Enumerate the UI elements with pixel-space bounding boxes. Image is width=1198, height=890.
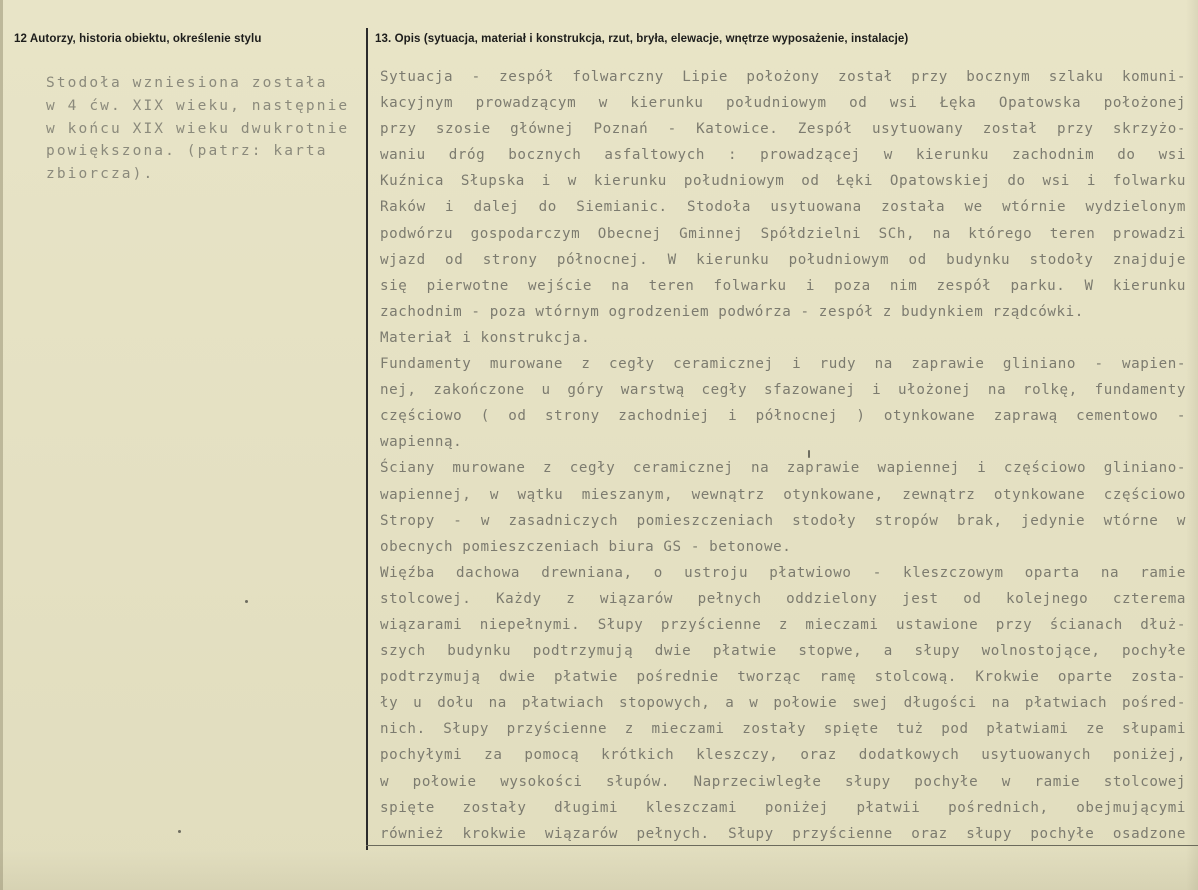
paper-speck [178,830,181,833]
description-text-line: nich. Słupy przyścienne z mieczami zostały spięte tuż pod płatwiami ze słupami [380,721,1186,738]
description-text-line: obecnych pomieszczeniach biura GS - betonowe. [380,538,792,555]
description-text-line: Materiał i konstrukcja. [380,329,591,346]
description-text-line: nej, zakończone u góry warstwą cegły sfazowanej i ułożonej na rolkę, fundamenty [380,382,1186,399]
description-text-line: waniu dróg bocznych asfaltowych : prowadzącej w kierunku zachodnim do wsi [380,147,1186,164]
page-left-edge [0,0,3,890]
description-text-line: w połowie wysokości słupów. Naprzeciwległe słupy pochyłe w ramie stolcowej [380,773,1186,790]
description-text-line: Raków i dalej do Siemianic. Stodoła usytuowana została we wtórnie wydzielonym [380,199,1186,216]
description-text-line: Kuźnica Słupska i w kierunku południowym od Łęki Opatowskiej do wsi i folwarku [380,173,1186,190]
description-text-line: przy szosie głównej Poznań - Katowice. Zespół usytuowany został przy skrzyżo- [380,121,1186,138]
section-13-header: 13. Opis (sytuacja, materiał i konstrukcja, rzut, bryła, elewacje, wnętrze wyposażenie, instalacje) [375,33,909,45]
description-text-line: Sytuacja - zespół folwarczny Lipie położony został przy bocznym szlaku komuni- [380,69,1186,85]
description-text-line: Fundamenty murowane z cegły ceramicznej i rudy na zaprawie gliniano - wapien- [380,356,1186,373]
description-text-line: Więźba dachowa drewniana, o ustroju płatwiowo - kleszczowym oparta na ramie [380,564,1186,581]
description-text-line: wapienną. [380,434,463,451]
column-divider [366,28,368,850]
description-text-line: wjazd od strony północnej. W kierunku południowym od budynku stodoły znajduje [380,251,1186,268]
history-text-line: Stodoła wzniesiona została [46,75,328,91]
history-text-line: zbiorcza). [46,166,155,183]
page-edge-shadow [1186,0,1198,890]
history-text-block [46,72,350,186]
description-text-line: Stropy - w zasadniczych pomieszczeniach stodoły stropów brak, jedynie wtórne w [380,512,1186,529]
description-text-line: ły u dołu na płatwiach stopowych, a w połowie swej długości na płatwiach pośred- [380,695,1186,712]
description-text-line: wapiennej, w wątku mieszanym, wewnątrz otynkowane, zewnątrz otynkowane częściowo [380,486,1186,503]
description-text-line: szych budynku podtrzymują dwie płatwie stopwe, a słupy wolnostojące, pochyłe [380,643,1186,660]
history-text-line: powiększona. (patrz: karta [46,143,328,160]
page-bottom-shadow [0,850,1198,890]
description-text-line: się pierwotne wejście na teren folwarku i poza nim zespół parku. W kierunku [380,277,1186,294]
section-12-header: 12 Autorzy, historia obiektu, określenie stylu [14,33,262,45]
description-text-line: kacyjnym prowadzącym w kierunku południowym od wsi Łęka Opatowska położonej [380,95,1186,112]
description-text-line: stolcowej. Każdy z wiązarów pełnych oddzielony jest od kolejnego czterema [380,590,1186,607]
description-text-line: Ściany murowane z cegły ceramicznej na zaprawie wapiennej i częściowo gliniano- [380,460,1186,477]
description-text-line: wiązarami niepełnymi. Słupy przyścienne z mieczami ustawione przy ścianach dłuż- [380,616,1186,633]
description-text-line: spięte zostały długimi kleszczami poniżej płatwii pośrednich, obejmującymi [380,799,1186,816]
description-text-line: podtrzymują dwie płatwie pośrednie tworząc ramę stolcową. Krokwie oparte zosta- [380,669,1186,686]
description-text-line: pochyłymi za pomocą krótkich kleszczy, oraz dodatkowych usytuowanych poniżej, [380,747,1186,764]
history-text-line: w 4 ćw. XIX wieku, następnie [46,97,350,114]
paper-speck [808,450,810,458]
description-text-line: podwórzu gospodarczym Obecnej Gminnej Spółdzielni SCh, na którego teren prowadzi [380,225,1186,242]
description-text-line: również krokwie wiązarów pełnych. Słupy przyścienne oraz słupy pochyłe osadzone [380,825,1186,842]
description-text-block [380,64,1186,847]
paper-speck [245,600,248,603]
description-text-line: zachodnim - poza wtórnym ogrodzeniem podwórza - zespół z budynkiem rządcówki. [380,303,1084,320]
description-text-line: częściowo ( od strony zachodniej i północnej ) otynkowane zaprawą cementowo - [380,408,1186,425]
history-text-line: w końcu XIX wieku dwukrotnie [46,120,350,137]
